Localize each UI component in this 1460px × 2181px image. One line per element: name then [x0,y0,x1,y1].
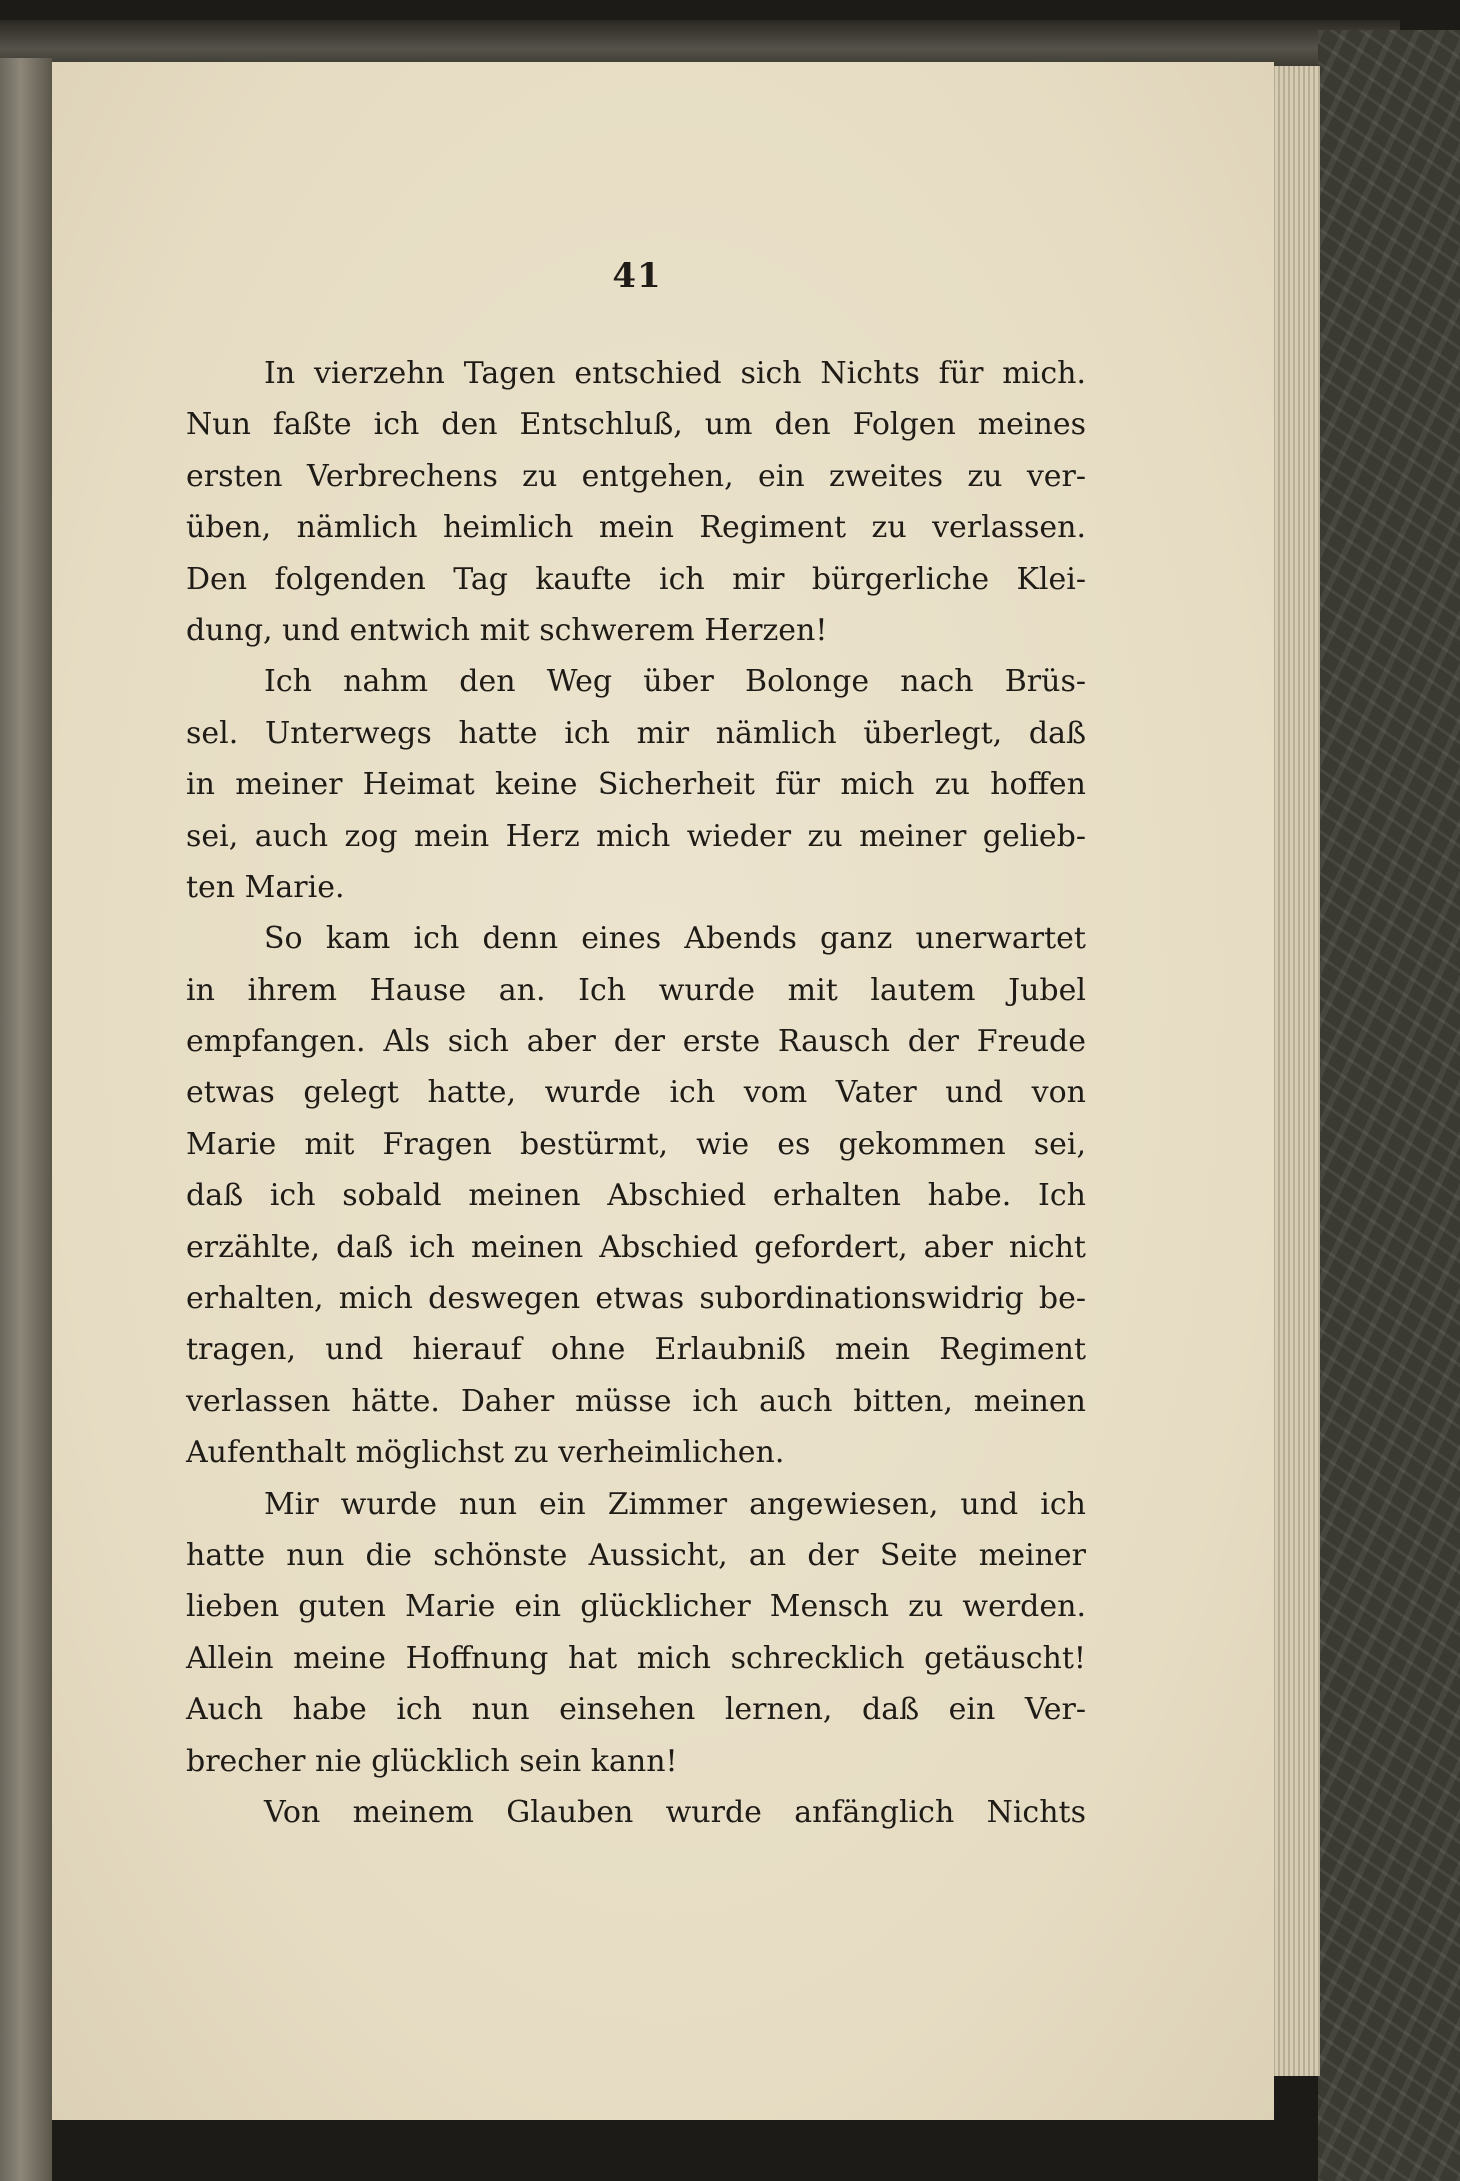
text-line: ersten Verbrechens zu entgehen, ein zweites zu ver- [186,458,1086,494]
text-line: tragen, und hierauf ohne Erlaubniß mein Regiment [186,1332,1086,1368]
text-line: Auch habe ich nun einsehen lernen, daß ein Ver- [186,1692,1086,1728]
marbled-cover [1318,30,1460,2181]
text-line: Von meinem Glauben wurde anfänglich Nichts [264,1794,1086,1830]
text-line: Den folgenden Tag kaufte ich mir bürgerliche Klei- [186,561,1086,597]
text-line: sei, auch zog mein Herz mich wieder zu meiner gelieb- [186,818,1086,854]
text-line: ten Marie. [186,869,345,905]
page-text [186,348,1086,1838]
text-line: erhalten, mich deswegen etwas subordinationswidrig be- [186,1281,1086,1317]
text-line: Aufenthalt möglichst zu verheimlichen. [186,1435,785,1471]
page-stack-edge [1270,66,1320,2076]
text-line: Ich nahm den Weg über Bolonge nach Brüs- [264,664,1086,700]
top-cover-edge [0,20,1400,68]
text-line: dung, und entwich mit schwerem Herzen! [186,612,828,648]
text-line: daß ich sobald meinen Abschied erhalten habe. Ich [186,1178,1086,1214]
text-line: In vierzehn Tagen entschied sich Nichts für mich. [264,356,1086,391]
text-line: in meiner Heimat keine Sicherheit für mich zu hoffen [186,767,1086,803]
text-line: verlassen hätte. Daher müsse ich auch bitten, meinen [186,1383,1086,1419]
text-line: erzählte, daß ich meinen Abschied gefordert, aber nicht [186,1229,1086,1265]
text-line: etwas gelegt hatte, wurde ich vom Vater und von [186,1075,1086,1111]
text-line: Marie mit Fragen bestürmt, wie es gekommen sei, [186,1126,1086,1162]
text-line: hatte nun die schönste Aussicht, an der Seite meiner [186,1537,1086,1573]
page-number: 41 [612,256,662,296]
text-line: brecher nie glücklich sein kann! [186,1743,678,1779]
text-line: sel. Unterwegs hatte ich mir nämlich überlegt, daß [186,715,1086,751]
text-line: Mir wurde nun ein Zimmer angewiesen, und ich [264,1486,1086,1522]
text-line: So kam ich denn eines Abends ganz unerwartet [264,921,1086,957]
text-line: in ihrem Hause an. Ich wurde mit lautem Jubel [186,972,1086,1008]
text-line: empfangen. Als sich aber der erste Rausch der Freude [186,1024,1086,1060]
text-line: Nun faßte ich den Entschluß, um den Folgen meines [186,407,1086,443]
text-line: üben, nämlich heimlich mein Regiment zu verlassen. [186,510,1086,546]
text-line: Allein meine Hoffnung hat mich schrecklich getäuscht! [186,1640,1086,1676]
left-page-edge [0,58,52,2181]
text-line: lieben guten Marie ein glücklicher Mensch zu werden. [186,1589,1086,1625]
